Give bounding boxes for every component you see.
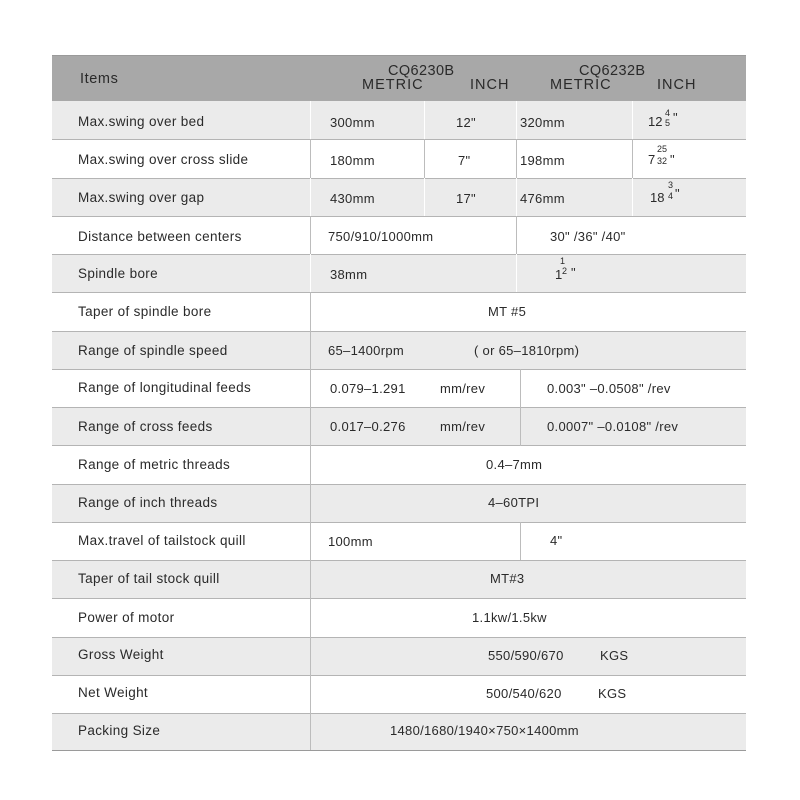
- rule: [52, 407, 746, 408]
- metric-value: 100mm: [328, 534, 373, 549]
- column-divider: [520, 522, 521, 560]
- fraction-whole: 12: [648, 114, 663, 129]
- rule: [52, 55, 746, 56]
- column-divider: [520, 369, 521, 446]
- inch-mark: ": [675, 186, 680, 201]
- rule: [52, 292, 746, 293]
- row-label: Max.travel of tailstock quill: [78, 533, 246, 548]
- rule: [52, 484, 746, 485]
- rule: [52, 331, 746, 332]
- rule: [52, 254, 746, 255]
- fraction-whole: 18: [650, 190, 665, 205]
- rule: [52, 369, 746, 370]
- row-label: Taper of spindle bore: [78, 304, 212, 319]
- value: 500/540/620: [486, 686, 562, 701]
- row-label: Spindle bore: [78, 266, 159, 281]
- row-label: Max.swing over gap: [78, 190, 205, 205]
- row-label: Taper of tail stock quill: [78, 571, 220, 586]
- inch-a-value: 7": [458, 153, 471, 168]
- row-label: Range of longitudinal feeds: [78, 380, 252, 395]
- fraction-numerator: 25: [657, 144, 668, 154]
- value: MT#3: [490, 571, 525, 586]
- fraction-denominator: 32: [657, 156, 668, 166]
- rule: [52, 560, 746, 561]
- value-b: ( or 65–1810rpm): [474, 343, 580, 358]
- metric-b-value: 198mm: [520, 153, 565, 168]
- cell-gap: [310, 254, 311, 292]
- value-a: 65–1400rpm: [328, 343, 404, 358]
- metric-unit: mm/rev: [440, 419, 486, 434]
- row-label: Range of metric threads: [78, 457, 231, 472]
- cell-gap: [632, 178, 633, 216]
- fraction-numerator: 1: [560, 256, 566, 266]
- row-label: Range of spindle speed: [78, 343, 228, 358]
- metric-a-value: 430mm: [330, 191, 375, 206]
- rule: [52, 598, 746, 599]
- row-label: Max.swing over cross slide: [78, 152, 249, 167]
- model-a-heading: CQ6230B: [388, 63, 455, 79]
- unit: KGS: [598, 686, 627, 701]
- inch-mark: ": [670, 152, 675, 167]
- row-label: Range of cross feeds: [78, 419, 213, 434]
- metric-value: 750/910/1000mm: [328, 229, 434, 244]
- value: MT #5: [488, 304, 527, 319]
- fraction-numerator: 4: [665, 108, 671, 118]
- rule: [52, 216, 746, 217]
- fraction-denominator: 2: [562, 266, 568, 276]
- unit: KGS: [600, 648, 629, 663]
- value: 1.1kw/1.5kw: [472, 610, 547, 625]
- fraction-denominator: 5: [665, 118, 671, 128]
- cell-gap: [310, 101, 311, 139]
- metric-unit: mm/rev: [440, 381, 486, 396]
- inch-value: 0.003" –0.0508" /rev: [547, 381, 671, 396]
- rule: [52, 637, 746, 638]
- metric-value: 38mm: [330, 267, 368, 282]
- items-heading: Items: [80, 71, 119, 87]
- metric-b-value: 320mm: [520, 115, 565, 130]
- row-label: Power of motor: [78, 610, 175, 625]
- rule: [52, 713, 746, 714]
- fraction-numerator: 3: [668, 180, 674, 190]
- cell-gap: [516, 101, 517, 139]
- cell-gap: [632, 101, 633, 139]
- inch-a-value: 12": [456, 115, 476, 130]
- rule: [52, 178, 746, 179]
- inch-mark: ": [571, 265, 576, 280]
- cell-gap: [424, 101, 425, 139]
- rule: [52, 445, 746, 446]
- inch-value: 0.0007" –0.0108" /rev: [547, 419, 679, 434]
- rule: [52, 750, 746, 751]
- row-label: Distance between centers: [78, 229, 242, 244]
- metric-b-value: 476mm: [520, 191, 565, 206]
- metric-b-heading: METRIC: [550, 77, 612, 93]
- metric-value: 0.079–1.291: [330, 381, 406, 396]
- inch-mark: ": [673, 110, 678, 125]
- inch-a-value: 17": [456, 191, 476, 206]
- value: 550/590/670: [488, 648, 564, 663]
- rule: [52, 522, 746, 523]
- row-label: Max.swing over bed: [78, 114, 205, 129]
- fraction-denominator: 4: [668, 191, 674, 201]
- inch-value: 30" /36" /40": [550, 229, 626, 244]
- cell-gap: [310, 178, 311, 216]
- metric-a-value: 300mm: [330, 115, 375, 130]
- model-b-heading: CQ6232B: [579, 63, 646, 79]
- rule: [52, 139, 746, 140]
- metric-value: 0.017–0.276: [330, 419, 406, 434]
- cell-gap: [516, 254, 517, 292]
- rule: [52, 675, 746, 676]
- row-label: Gross Weight: [78, 647, 164, 662]
- value: 4–60TPI: [488, 495, 540, 510]
- cell-gap: [424, 178, 425, 216]
- fraction-whole: 1: [555, 267, 563, 282]
- row-label: Packing Size: [78, 723, 161, 738]
- row-label: Range of inch threads: [78, 495, 218, 510]
- metric-a-value: 180mm: [330, 153, 375, 168]
- fraction-whole: 7: [648, 152, 656, 167]
- cell-gap: [516, 178, 517, 216]
- metric-a-heading: METRIC: [362, 77, 424, 93]
- inch-a-heading: INCH: [470, 77, 510, 93]
- value: 0.4–7mm: [486, 457, 543, 472]
- row-label: Net Weight: [78, 685, 149, 700]
- value: 1480/1680/1940×750×1400mm: [390, 723, 579, 738]
- inch-b-heading: INCH: [657, 77, 697, 93]
- inch-value: 4": [550, 533, 563, 548]
